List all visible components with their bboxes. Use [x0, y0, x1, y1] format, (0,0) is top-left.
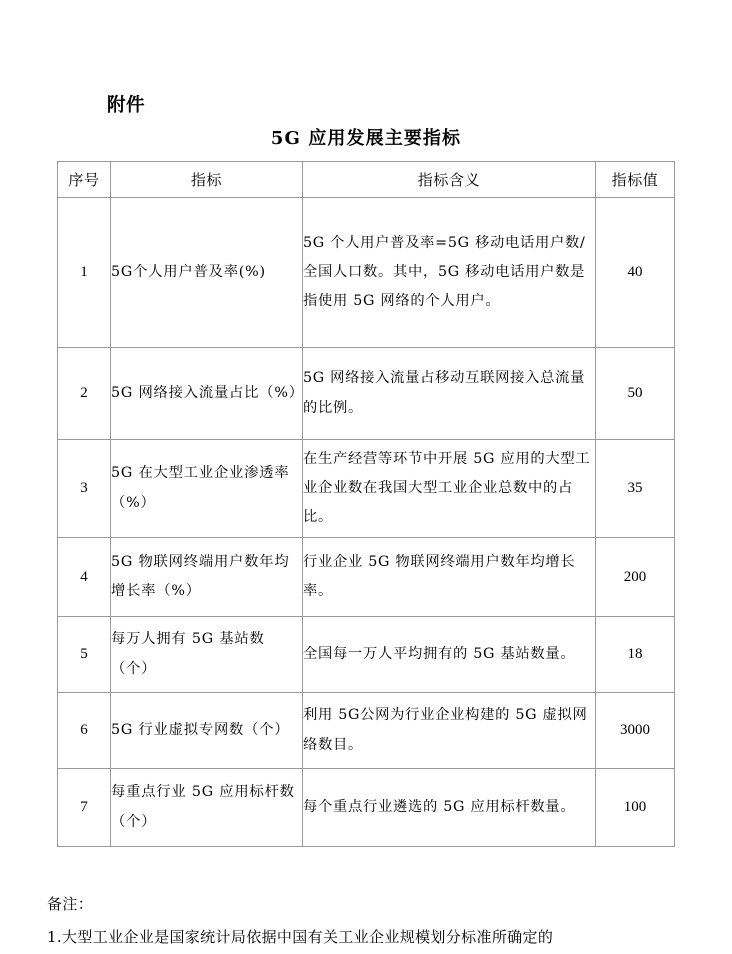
column-header-value: 指标值	[596, 162, 675, 198]
table-header-row	[58, 162, 675, 198]
metric-name: 5G 网络接入流量占比（%）	[111, 348, 303, 440]
row-number: 6	[58, 693, 111, 769]
metric-value: 100	[596, 769, 675, 847]
metric-name: 5G 在大型工业企业渗透率（%）	[111, 440, 303, 538]
metric-value: 18	[596, 617, 675, 693]
notes-section	[47, 888, 707, 954]
table-row	[58, 538, 675, 617]
metric-meaning: 5G 个人用户普及率=5G 移动电话用户数/全国人口数。其中，5G 移动电话用户数是指使用 5G 网络的个人用户。	[303, 198, 596, 348]
metric-value: 40	[596, 198, 675, 348]
metric-name: 5G个人用户普及率(%)	[111, 198, 303, 348]
table-row	[58, 693, 675, 769]
metrics-table-container	[57, 161, 674, 847]
row-number: 3	[58, 440, 111, 538]
table-row	[58, 348, 675, 440]
page-title: 5G 应用发展主要指标	[270, 128, 462, 149]
table-row	[58, 440, 675, 538]
table-row	[58, 769, 675, 847]
metric-meaning: 利用 5G公网为行业企业构建的 5G 虚拟网络数目。	[303, 693, 596, 769]
metric-name: 每万人拥有 5G 基站数（个）	[111, 617, 303, 693]
column-header-desc: 指标含义	[303, 162, 596, 198]
metric-value: 200	[596, 538, 675, 617]
metric-meaning: 每个重点行业遴选的 5G 应用标杆数量。	[303, 769, 596, 847]
row-number: 1	[58, 198, 111, 348]
table-row	[58, 198, 675, 348]
column-header-no: 序号	[58, 162, 111, 198]
row-number: 4	[58, 538, 111, 617]
metrics-table	[57, 161, 675, 847]
metric-name: 5G 行业虚拟专网数（个）	[111, 693, 303, 769]
row-number: 2	[58, 348, 111, 440]
metric-meaning: 行业企业 5G 物联网终端用户数年均增长率。	[303, 538, 596, 617]
attachment-label: 附件	[107, 95, 146, 116]
notes-heading: 备注：	[47, 895, 94, 913]
metric-value: 50	[596, 348, 675, 440]
table-row	[58, 617, 675, 693]
metric-value: 3000	[596, 693, 675, 769]
column-header-name: 指标	[111, 162, 303, 198]
metric-name: 每重点行业 5G 应用标杆数（个）	[111, 769, 303, 847]
note-item-1: 1.大型工业企业是国家统计局依据中国有关工业企业规模划分标准所确定的	[47, 928, 554, 946]
metric-name: 5G 物联网终端用户数年均增长率（%）	[111, 538, 303, 617]
metric-value: 35	[596, 440, 675, 538]
metric-meaning: 全国每一万人平均拥有的 5G 基站数量。	[303, 617, 596, 693]
metric-meaning: 5G 网络接入流量占移动互联网接入总流量的比例。	[303, 348, 596, 440]
row-number: 7	[58, 769, 111, 847]
row-number: 5	[58, 617, 111, 693]
metric-meaning: 在生产经营等环节中开展 5G 应用的大型工业企业数在我国大型工业企业总数中的占比。	[303, 440, 596, 538]
